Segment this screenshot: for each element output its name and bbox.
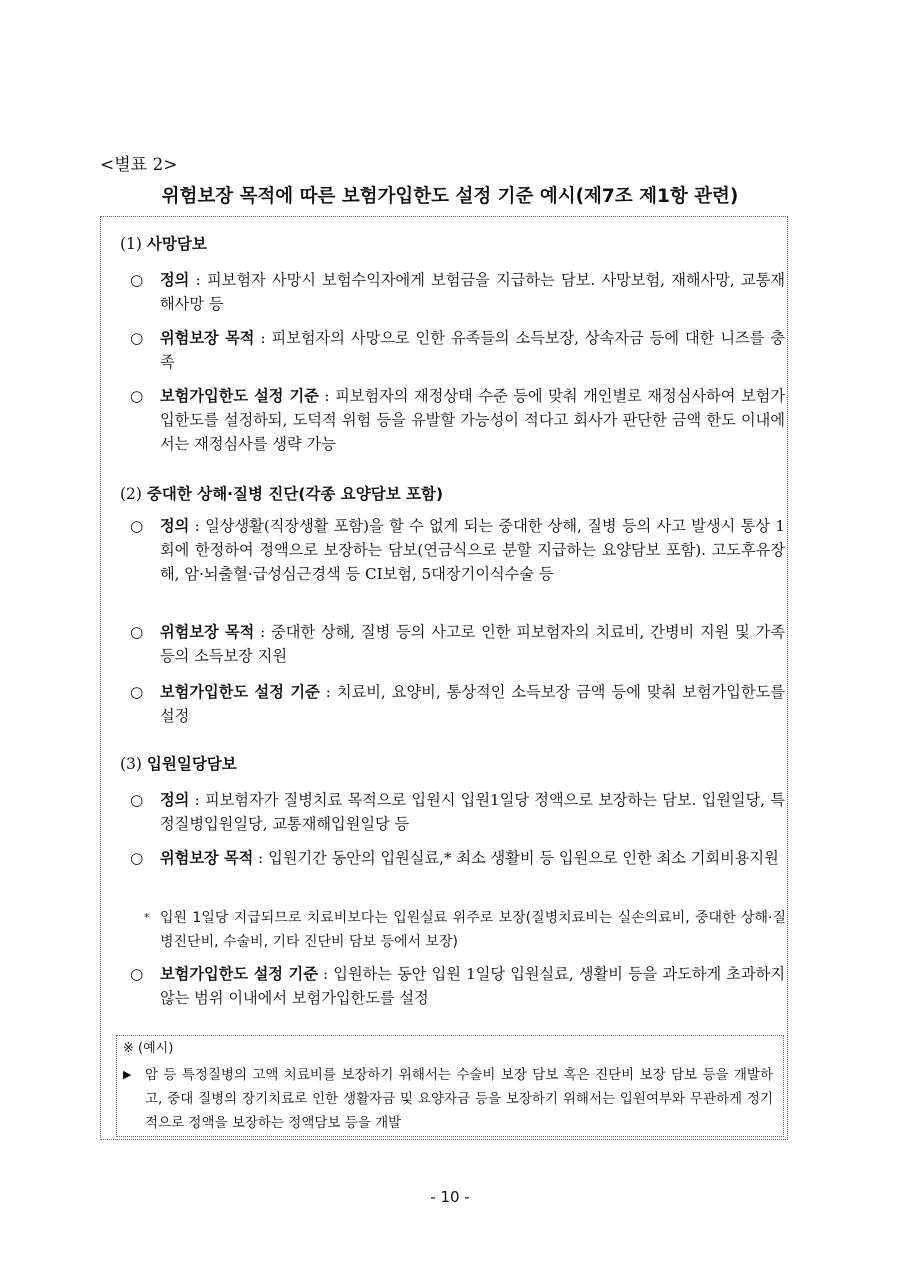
page-title: 위험보장 목적에 따른 보험가입한도 설정 기준 예시(제7조 제1항 관련) — [161, 186, 739, 207]
list-item — [130, 846, 785, 870]
circle-bullet-icon: ○ — [130, 329, 144, 347]
item-label: 위험보장 목적 — [160, 849, 254, 867]
item-text: : 일상생활(직장생활 포함)을 할 수 없게 되는 중대한 상해, 질병 등의 사고 발생시 통상 1회에 한정하여 정액으로 보장하는 담보(연금식으로 분할 지급하는 요양담보 포함). 고도후유장해, 암·뇌출혈·급성심근경색 등 CI보험, 5대장기이식수술 등 — [160, 517, 785, 583]
section-heading-injury — [120, 482, 443, 504]
list-item — [130, 268, 785, 316]
item-text: : 치료비, 요양비, 통상적인 소득보장 금액 등에 맞춰 보험가입한도를 설정 — [160, 683, 785, 725]
item-text: : 입원기간 동안의 입원실료,* 최소 생활비 등 입원으로 인한 최소 기회비용지원 — [253, 849, 779, 867]
circle-bullet-icon: ○ — [130, 849, 144, 867]
item-text: : 피보험자 사망시 보험수익자에게 보험금을 지급하는 담보. 사망보험, 재해사망, 교통재해사망 등 — [160, 271, 785, 313]
item-label: 위험보장 목적 — [160, 329, 255, 347]
list-item — [130, 620, 785, 668]
list-item — [130, 514, 785, 586]
example-box — [116, 1035, 784, 1137]
item-label: 보험가입한도 설정 기준 — [160, 387, 319, 405]
circle-bullet-icon: ○ — [130, 965, 144, 983]
section-number: (2) — [120, 485, 142, 503]
item-label: 정의 — [160, 791, 190, 809]
example-heading-text: (예시) — [138, 1041, 174, 1056]
section-heading-hospitalization — [120, 752, 237, 774]
reference-mark-icon: ※ — [123, 1041, 134, 1056]
list-item — [130, 680, 785, 728]
item-text: : 입원하는 동안 입원 1일당 입원실료, 생활비 등을 과도하게 초과하지 않는 범위 이내에서 보험가입한도를 설정 — [160, 965, 785, 1007]
footnote-text: 입원 1일당 지급되므로 치료비보다는 입원실료 위주로 보장(질병치료비는 실손의료비, 중대한 상해·질병진단비, 수술비, 기타 진단비 담보 등에서 보장) — [160, 910, 786, 950]
triangle-bullet-icon: ▶ — [123, 1068, 132, 1081]
example-heading — [123, 1038, 173, 1060]
item-label: 보험가입한도 설정 기준 — [160, 683, 320, 701]
circle-bullet-icon: ○ — [130, 683, 144, 701]
circle-bullet-icon: ○ — [130, 271, 144, 289]
item-label: 정의 — [160, 517, 190, 535]
item-text: : 중대한 상해, 질병 등의 사고로 인한 피보험자의 치료비, 간병비 지원 및 가족 등의 소득보장 지원 — [160, 623, 785, 665]
item-label: 정의 — [160, 271, 190, 289]
circle-bullet-icon: ○ — [130, 387, 144, 405]
section-title: 사망담보 — [146, 235, 207, 253]
footnote — [144, 906, 786, 954]
list-item — [130, 962, 785, 1010]
list-item — [130, 384, 785, 456]
item-text: : 피보험자의 사망으로 인한 유족들의 소득보장, 상속자금 등에 대한 니즈를 충족 — [160, 329, 785, 371]
section-title: 중대한 상해·질병 진단(각종 요양담보 포함) — [146, 485, 444, 503]
circle-bullet-icon: ○ — [130, 623, 144, 641]
list-item — [130, 326, 785, 374]
circle-bullet-icon: ○ — [130, 791, 144, 809]
section-number: (1) — [120, 235, 142, 253]
example-text: 암 등 특정질병의 고액 치료비를 보장하기 위해서는 수술비 보장 담보 혹은 진단비 보장 담보 등을 개발하고, 중대 질병의 장기치료로 인한 생활자금 및 요양자금 등을 보장하기 위해서는 입원여부와 무관하게 정기적으로 정액을 보장하는 정액담보 등을 개발 — [145, 1067, 773, 1131]
asterisk-icon: * — [144, 911, 150, 924]
section-number: (3) — [120, 755, 142, 773]
list-item — [130, 788, 785, 836]
section-title: 입원일당담보 — [146, 755, 237, 773]
item-label: 위험보장 목적 — [160, 623, 255, 641]
item-text: : 피보험자의 재정상태 수준 등에 맞춰 개인별로 재정심사하여 보험가입한도를 설정하되, 도덕적 위험 등을 유발할 가능성이 적다고 회사가 판단한 금액 한도 이내에서는 재정심사를 생략 가능 — [160, 387, 785, 453]
page-number: - 10 - — [430, 1188, 470, 1206]
section-heading-death — [120, 232, 207, 254]
example-item — [123, 1063, 773, 1135]
circle-bullet-icon: ○ — [130, 517, 144, 535]
annex-label: <별표 2> — [100, 155, 178, 175]
item-label: 보험가입한도 설정 기준 — [160, 965, 318, 983]
item-text: : 피보험자가 질병치료 목적으로 입원시 입원1일당 정액으로 보장하는 담보. 입원일당, 특정질병입원일당, 교통재해입원일당 등 — [160, 791, 785, 833]
